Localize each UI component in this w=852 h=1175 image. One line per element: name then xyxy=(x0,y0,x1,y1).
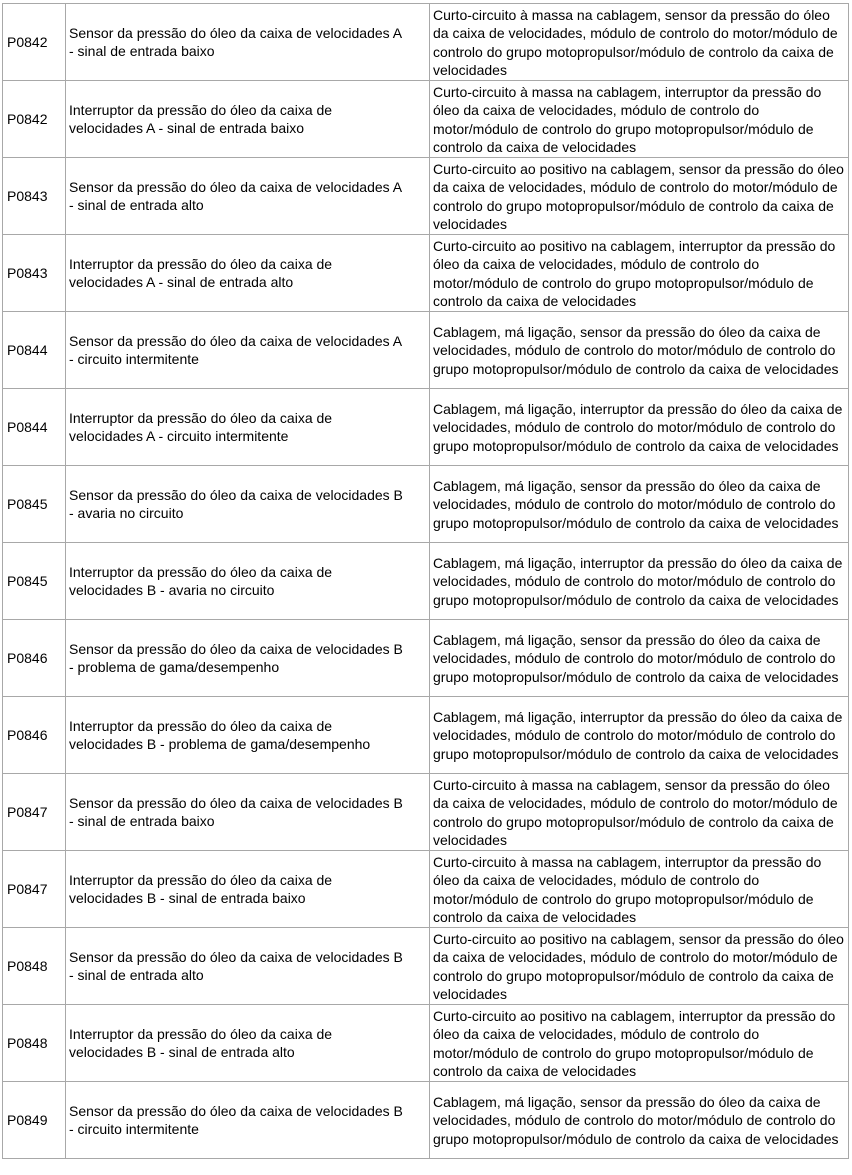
dtc-code: P0843 xyxy=(3,235,66,312)
dtc-description xyxy=(66,851,430,928)
table-row xyxy=(3,158,849,235)
dtc-causes: Curto-circuito à massa na cablagem, sensor da pressão do óleo da caixa de velocidades, módulo de controlo do motor/módulo de controlo do grupo motopropulsor/módulo de controlo da caixa de velocidades xyxy=(430,4,849,81)
dtc-description-line: Interruptor da pressão do óleo da caixa de xyxy=(69,1025,333,1042)
dtc-description-line: - problema de gama/desempenho xyxy=(69,659,280,675)
dtc-causes: Curto-circuito ao positivo na cablagem, sensor da pressão do óleo da caixa de velocidades, módulo de controlo do motor/módulo de controlo do grupo motopropulsor/módulo de controlo da caixa de velocidades xyxy=(430,928,849,1005)
dtc-code: P0844 xyxy=(3,389,66,466)
table-row xyxy=(3,697,849,774)
dtc-description-line: Interruptor da pressão do óleo da caixa de xyxy=(69,717,333,734)
dtc-code: P0848 xyxy=(3,928,66,1005)
dtc-description xyxy=(66,4,430,81)
dtc-code: P0842 xyxy=(3,4,66,81)
table-row xyxy=(3,81,849,158)
dtc-causes: Cablagem, má ligação, sensor da pressão do óleo da caixa de velocidades, módulo de controlo do motor/módulo de controlo do grupo motopropulsor/módulo de controlo da caixa de velocidades xyxy=(430,620,849,697)
table-row xyxy=(3,1005,849,1082)
dtc-description-line: Interruptor da pressão do óleo da caixa de xyxy=(69,563,333,580)
dtc-description-line: velocidades A - circuito intermitente xyxy=(69,428,289,444)
table-row xyxy=(3,389,849,466)
dtc-description-line: Interruptor da pressão do óleo da caixa de xyxy=(69,409,333,426)
dtc-description xyxy=(66,158,430,235)
dtc-causes: Cablagem, má ligação, sensor da pressão do óleo da caixa de velocidades, módulo de controlo do motor/módulo de controlo do grupo motopropulsor/módulo de controlo da caixa de velocidades xyxy=(430,466,849,543)
dtc-description-line: velocidades B - sinal de entrada baixo xyxy=(69,890,306,906)
dtc-description-line: velocidades A - sinal de entrada baixo xyxy=(69,120,305,136)
dtc-description-line: - sinal de entrada alto xyxy=(69,967,204,983)
dtc-code: P0847 xyxy=(3,774,66,851)
dtc-causes: Curto-circuito à massa na cablagem, interruptor da pressão do óleo da caixa de velocidades, módulo de controlo do motor/módulo de controlo do grupo motopropulsor/módulo de controlo da caixa de velocidades xyxy=(430,851,849,928)
dtc-causes: Curto-circuito ao positivo na cablagem, sensor da pressão do óleo da caixa de velocidades, módulo de controlo do motor/módulo de controlo do grupo motopropulsor/módulo de controlo da caixa de velocidades xyxy=(430,158,849,235)
dtc-code: P0846 xyxy=(3,620,66,697)
table-row xyxy=(3,928,849,1005)
dtc-description-line: Sensor da pressão do óleo da caixa de velocidades A xyxy=(69,178,403,195)
dtc-description-line: Interruptor da pressão do óleo da caixa de xyxy=(69,871,333,888)
dtc-table xyxy=(2,3,849,1159)
dtc-code: P0845 xyxy=(3,543,66,620)
dtc-causes: Cablagem, má ligação, interruptor da pressão do óleo da caixa de velocidades, módulo de controlo do motor/módulo de controlo do grupo motopropulsor/módulo de controlo da caixa de velocidades xyxy=(430,543,849,620)
dtc-description xyxy=(66,466,430,543)
dtc-description-line: velocidades B - avaria no circuito xyxy=(69,582,275,598)
dtc-causes: Curto-circuito à massa na cablagem, interruptor da pressão do óleo da caixa de velocidades, módulo de controlo do motor/módulo de controlo do grupo motopropulsor/módulo de controlo da caixa de velocidades xyxy=(430,81,849,158)
dtc-description xyxy=(66,697,430,774)
dtc-description xyxy=(66,312,430,389)
dtc-description xyxy=(66,81,430,158)
dtc-description-line: - circuito intermitente xyxy=(69,351,199,367)
dtc-description-line: - sinal de entrada baixo xyxy=(69,43,215,59)
table-row xyxy=(3,774,849,851)
dtc-description-line: Sensor da pressão do óleo da caixa de velocidades A xyxy=(69,24,403,41)
dtc-code: P0843 xyxy=(3,158,66,235)
dtc-description-line: - sinal de entrada alto xyxy=(69,197,204,213)
dtc-code: P0844 xyxy=(3,312,66,389)
dtc-description-line: Sensor da pressão do óleo da caixa de velocidades B xyxy=(69,948,403,965)
dtc-code: P0849 xyxy=(3,1082,66,1159)
dtc-description-line: velocidades B - sinal de entrada alto xyxy=(69,1044,295,1060)
dtc-description-line: velocidades A - sinal de entrada alto xyxy=(69,274,294,290)
dtc-description xyxy=(66,543,430,620)
table-row xyxy=(3,235,849,312)
dtc-code: P0842 xyxy=(3,81,66,158)
dtc-code: P0848 xyxy=(3,1005,66,1082)
dtc-description xyxy=(66,389,430,466)
table-row xyxy=(3,543,849,620)
dtc-causes: Curto-circuito à massa na cablagem, sensor da pressão do óleo da caixa de velocidades, módulo de controlo do motor/módulo de controlo do grupo motopropulsor/módulo de controlo da caixa de velocidades xyxy=(430,774,849,851)
dtc-description-line: velocidades B - problema de gama/desempenho xyxy=(69,736,371,752)
dtc-description xyxy=(66,235,430,312)
dtc-table-body xyxy=(3,4,849,1159)
dtc-causes: Cablagem, má ligação, interruptor da pressão do óleo da caixa de velocidades, módulo de controlo do motor/módulo de controlo do grupo motopropulsor/módulo de controlo da caixa de velocidades xyxy=(430,697,849,774)
dtc-description-line: - avaria no circuito xyxy=(69,505,184,521)
dtc-description xyxy=(66,774,430,851)
dtc-description-line: Sensor da pressão do óleo da caixa de velocidades B xyxy=(69,1102,403,1119)
table-row xyxy=(3,4,849,81)
dtc-code: P0847 xyxy=(3,851,66,928)
dtc-description-line: - circuito intermitente xyxy=(69,1121,199,1137)
table-row xyxy=(3,312,849,389)
dtc-description xyxy=(66,928,430,1005)
dtc-description xyxy=(66,1082,430,1159)
table-row xyxy=(3,1082,849,1159)
dtc-description-line: Interruptor da pressão do óleo da caixa de xyxy=(69,101,333,118)
dtc-code: P0846 xyxy=(3,697,66,774)
dtc-code: P0845 xyxy=(3,466,66,543)
dtc-causes: Curto-circuito ao positivo na cablagem, interruptor da pressão do óleo da caixa de velocidades, módulo de controlo do motor/módulo de controlo do grupo motopropulsor/módulo de controlo da caixa de velocidades xyxy=(430,235,849,312)
dtc-description-line: Sensor da pressão do óleo da caixa de velocidades B xyxy=(69,486,403,503)
dtc-description-line: Sensor da pressão do óleo da caixa de velocidades B xyxy=(69,640,403,657)
dtc-causes: Cablagem, má ligação, sensor da pressão do óleo da caixa de velocidades, módulo de controlo do motor/módulo de controlo do grupo motopropulsor/módulo de controlo da caixa de velocidades xyxy=(430,1082,849,1159)
dtc-description xyxy=(66,1005,430,1082)
dtc-description-line: - sinal de entrada baixo xyxy=(69,813,215,829)
dtc-causes: Cablagem, má ligação, interruptor da pressão do óleo da caixa de velocidades, módulo de controlo do motor/módulo de controlo do grupo motopropulsor/módulo de controlo da caixa de velocidades xyxy=(430,389,849,466)
dtc-description-line: Sensor da pressão do óleo da caixa de velocidades A xyxy=(69,332,403,349)
dtc-description xyxy=(66,620,430,697)
dtc-causes: Cablagem, má ligação, sensor da pressão do óleo da caixa de velocidades, módulo de controlo do motor/módulo de controlo do grupo motopropulsor/módulo de controlo da caixa de velocidades xyxy=(430,312,849,389)
dtc-causes: Curto-circuito ao positivo na cablagem, interruptor da pressão do óleo da caixa de velocidades, módulo de controlo do motor/módulo de controlo do grupo motopropulsor/módulo de controlo da caixa de velocidades xyxy=(430,1005,849,1082)
table-row xyxy=(3,620,849,697)
table-row xyxy=(3,466,849,543)
table-row xyxy=(3,851,849,928)
dtc-description-line: Interruptor da pressão do óleo da caixa de xyxy=(69,255,333,272)
dtc-description-line: Sensor da pressão do óleo da caixa de velocidades B xyxy=(69,794,403,811)
